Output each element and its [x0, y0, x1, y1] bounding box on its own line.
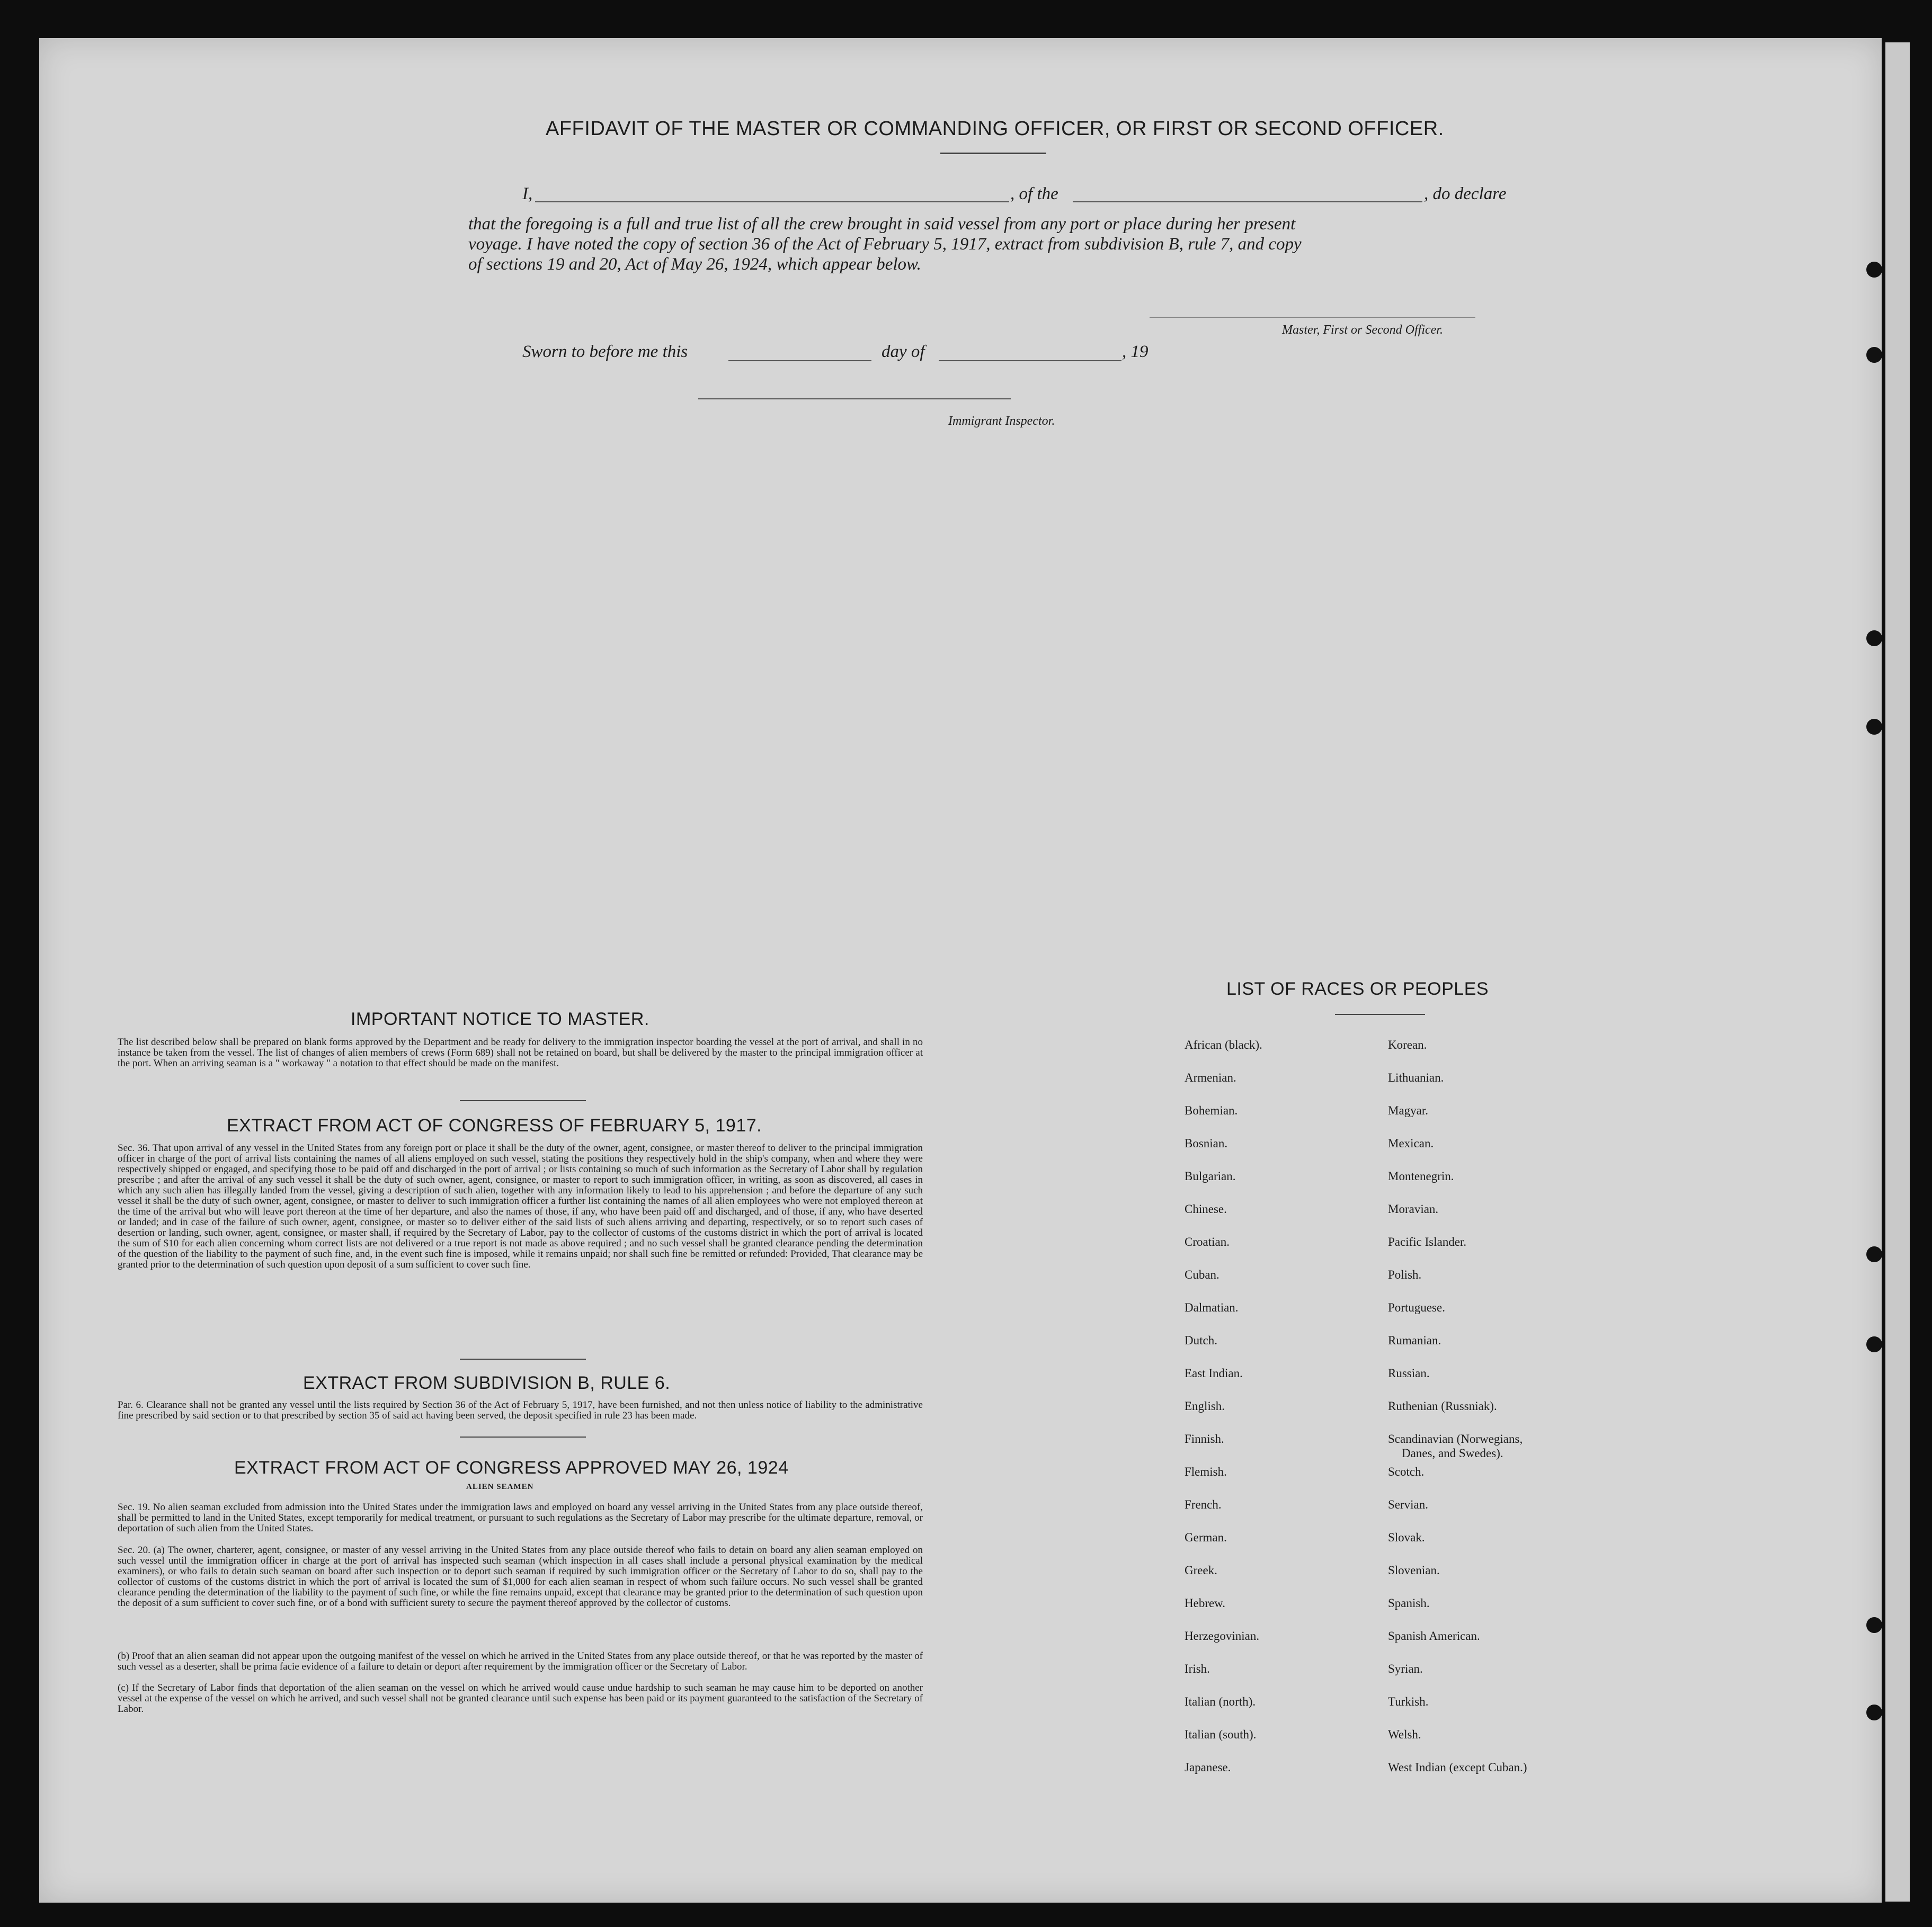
affidavit-line-2: that the foregoing is a full and true list of all the crew brought in said vessel from any port or place during her present: [468, 215, 1296, 234]
sec20a-body: Sec. 20. (a) The owner, charterer, agent, consignee, or master of any vessel arriving in the United States from any place outside thereof who fails to detain on board any alien seaman employed on such vessel until the immigration officer in charge at the port of arrival has inspected such seaman (which inspection in all cases shall include a personal physical examination by the medical examiners), or who fails to detain such seaman on board after such inspection or to deport such seaman if required by such immigration officer or the Secretary of Labor to do so, shall pay to the collector of customs of the customs district in which the port of arrival is located the sum of $1,000 for each alien seaman in respect of whom such failure occurs. No such vessel shall be granted clearance pending the determination of the liability to the payment of such fine, or while the fine remains unpaid, except that clearance may be granted prior to the determination of such question upon the deposit of a sum sufficient to cover such fine, or of a bond with sufficient surety to secure the payment thereof approved by the collector of customs.: [118, 1545, 923, 1609]
name-field[interactable]: [535, 201, 1009, 202]
races-title: LIST OF RACES OR PEOPLES: [1226, 979, 1489, 999]
rule6-body: Par. 6. Clearance shall not be granted any vessel until the lists required by Section 36 of the Act of February 5, 1917, have been furnished, and not then unless notice of liability to the administrative fine prescribed by said section or to that prescribed by section 35 of said act having been served, the deposit specified in rule 23 has been made.: [118, 1399, 923, 1421]
race-item: Turkish.: [1388, 1695, 1429, 1708]
affidavit-i: I,: [522, 184, 533, 203]
sec19-body: Sec. 19. No alien seaman excluded from admission into the United States under the immigration laws and employed on board any vessel arriving in the United States from any place outside thereof, shall be permitted to land in the United States, except temporarily for medical treatment, or pursuant to such regulations as the Secretary of Labor may prescribe for the ultimate departure, removal, or deportation of such alien from the United States.: [118, 1502, 923, 1534]
race-item: Pacific Islander.: [1388, 1235, 1467, 1248]
race-item: Dutch.: [1185, 1334, 1217, 1347]
races-rule: [1335, 1014, 1425, 1015]
race-item: Hebrew.: [1185, 1596, 1226, 1610]
notice-title: IMPORTANT NOTICE TO MASTER.: [351, 1009, 649, 1029]
sec20b-body: (b) Proof that an alien seaman did not appear upon the outgoing manifest of the vessel on which he arrived in the United States from any place outside thereof, or that he was reported by the master of such vessel as a deserter, shall be prima facie evidence of a failure to detain or deport after requirement by the immigration officer or the Secretary of Labor.: [118, 1651, 923, 1672]
inspector-signature-field[interactable]: [698, 398, 1011, 399]
affidavit-line-3: voyage. I have noted the copy of section 36 of the Act of February 5, 1917, extract from subdivision B, rule 7, and copy: [468, 235, 1302, 254]
master-signature-label: Master, First or Second Officer.: [1282, 323, 1443, 337]
sworn-day-of: day of: [882, 342, 925, 361]
race-item: African (black).: [1185, 1038, 1262, 1051]
race-item: Chinese.: [1185, 1202, 1227, 1216]
affidavit-line-4: of sections 19 and 20, Act of May 26, 1924, which appear below.: [468, 255, 921, 274]
sworn-month-field[interactable]: [939, 360, 1121, 361]
race-item: Montenegrin.: [1388, 1170, 1454, 1183]
race-item: Armenian.: [1185, 1071, 1236, 1084]
affidavit-of-the: , of the: [1010, 184, 1058, 203]
race-item: Slovak.: [1388, 1531, 1425, 1544]
race-item: Finnish.: [1185, 1432, 1224, 1446]
binder-hole: [1866, 1617, 1882, 1633]
extract-1924-title: EXTRACT FROM ACT OF CONGRESS APPROVED MAY 26, 1924: [234, 1458, 789, 1478]
race-item: Herzegovinian.: [1185, 1629, 1260, 1643]
race-item: French.: [1185, 1498, 1222, 1511]
race-item: Flemish.: [1185, 1465, 1227, 1478]
race-item: German.: [1185, 1531, 1227, 1544]
sec20c-body: (c) If the Secretary of Labor finds that deportation of the alien seaman on the vessel on which he arrived would cause undue hardship to such seaman he may cause him to be deported on another vessel at the expense of the vessel on which he arrived, and such vessel shall not be granted clearance until such expense has been paid or its payment guaranteed to the satisfaction of the Secretary of Labor.: [118, 1682, 923, 1715]
binder-hole: [1866, 630, 1882, 646]
race-item: Ruthenian (Russniak).: [1388, 1399, 1497, 1413]
form-page: [39, 38, 1882, 1903]
race-item: Magyar.: [1388, 1104, 1429, 1117]
extract-1917-body: Sec. 36. That upon arrival of any vessel in the United States from any foreign port or place it shall be the duty of the owner, agent, consignee, or master thereof to deliver to the principal immigration officer in charge of the port of arrival lists containing the names of all aliens employed on such vessel, stating the positions they respectively hold in the ship's company, when and where they were respectively shipped or engaged, and specifying those to be paid off and discharged in the port of arrival ; or lists containing so much of such information as the Secretary of Labor shall by regulation prescribe ; and after the arrival of any such vessel it shall be the duty of such owner, agent, consignee, or master to report to such immigration officer, in writing, as soon as discovered, all cases in which any such alien has illegally landed from the vessel, giving a description of such alien, together with any information likely to lead to his apprehension ; and before the departure of any such vessel it shall be the duty of such owner, agent, consignee, or master to deliver to such immigration officer a further list containing the names of all alien employees who were not employed thereon at the time of the arrival but who will leave port thereon at the time of her departure, and also the names of those, if any, who have been paid off and discharged, and of those, if any, who have deserted or landed; and in case of the failure of such owner, agent, consignee, or master so to deliver either of the said lists of such aliens arriving and departing, respectively, or so to report such cases of desertion or landing, such owner, agent, consignee, or master shall, if required by the Secretary of Labor, pay to the collector of customs of the customs district in which the port of arrival is located the sum of $10 for each alien concerning whom correct lists are not delivered or a true report is not made as above required ; and no such vessel shall be granted clearance pending the determination of the question of the liability to the payment of such fine, and, in the event such fine is imposed, while it remains unpaid; nor shall such fine be remitted or refunded: Provided, That clearance may be granted prior to the determination of such question upon deposit of a sum sufficient to cover such fine.: [118, 1143, 923, 1270]
race-item: Italian (south).: [1185, 1728, 1257, 1741]
master-signature-field[interactable]: [1150, 317, 1475, 318]
notice-rule: [460, 1100, 586, 1101]
race-item: Portuguese.: [1388, 1301, 1445, 1314]
race-item: Scandinavian (Norwegians,: [1388, 1432, 1523, 1446]
race-item: English.: [1185, 1399, 1225, 1413]
race-item: Mexican.: [1388, 1137, 1434, 1150]
binder-hole: [1866, 1336, 1882, 1352]
inspector-label: Immigrant Inspector.: [948, 414, 1055, 428]
affidavit-title: AFFIDAVIT OF THE MASTER OR COMMANDING OFFICER, OR FIRST OR SECOND OFFICER.: [546, 118, 1444, 140]
vessel-field[interactable]: [1073, 201, 1422, 202]
alien-seamen-subtitle: ALIEN SEAMEN: [466, 1483, 534, 1491]
race-item: Lithuanian.: [1388, 1071, 1444, 1084]
sworn-day-field[interactable]: [728, 360, 871, 361]
race-item: Slovenian.: [1388, 1564, 1440, 1577]
race-item: Irish.: [1185, 1662, 1210, 1675]
race-item: Cuban.: [1185, 1268, 1219, 1281]
race-item: Russian.: [1388, 1367, 1430, 1380]
race-item: Rumanian.: [1388, 1334, 1441, 1347]
notice-body: The list described below shall be prepared on blank forms approved by the Department and be ready for delivery to the immigration inspector boarding the vessel at the port of arrival, and shall in no instance be taken from the vessel. The list of changes of alien members of crews (Form 689) shall not be retained on board, but shall be delivered by the master to the principal immigration officer at the port. When an arriving seaman is a " workaway " a notation to that effect should be made on the manifest.: [118, 1037, 923, 1069]
binder-hole: [1866, 262, 1882, 278]
race-item: Greek.: [1185, 1564, 1217, 1577]
race-item: Polish.: [1388, 1268, 1422, 1281]
race-item: Croatian.: [1185, 1235, 1230, 1248]
race-item: Spanish American.: [1388, 1629, 1480, 1643]
rule6-title: EXTRACT FROM SUBDIVISION B, RULE 6.: [303, 1373, 671, 1393]
binder-hole: [1866, 1246, 1882, 1262]
race-item: Scotch.: [1388, 1465, 1424, 1478]
race-item: West Indian (except Cuban.): [1388, 1761, 1527, 1774]
race-item: Danes, and Swedes).: [1402, 1447, 1503, 1460]
race-item: Dalmatian.: [1185, 1301, 1239, 1314]
binder-hole: [1866, 1705, 1882, 1720]
race-item: Servian.: [1388, 1498, 1429, 1511]
race-item: Bosnian.: [1185, 1137, 1228, 1150]
race-item: Korean.: [1388, 1038, 1427, 1051]
race-item: Japanese.: [1185, 1761, 1231, 1774]
race-item: Spanish.: [1388, 1596, 1430, 1610]
race-item: East Indian.: [1185, 1367, 1243, 1380]
affidavit-do-declare: , do declare: [1424, 184, 1507, 203]
page-edge: [1885, 42, 1910, 1902]
race-item: Syrian.: [1388, 1662, 1423, 1675]
race-item: Bohemian.: [1185, 1104, 1238, 1117]
binder-hole: [1866, 347, 1882, 363]
race-item: Welsh.: [1388, 1728, 1421, 1741]
sworn-year: , 19: [1122, 342, 1148, 361]
race-item: Bulgarian.: [1185, 1170, 1236, 1183]
title-rule: [940, 153, 1046, 154]
sworn-prefix: Sworn to before me this: [522, 342, 688, 361]
race-item: Italian (north).: [1185, 1695, 1256, 1708]
rule6-rule: [460, 1437, 586, 1438]
extract-1917-rule: [460, 1359, 586, 1360]
extract-1917-title: EXTRACT FROM ACT OF CONGRESS OF FEBRUARY 5, 1917.: [227, 1116, 762, 1136]
binder-hole: [1866, 719, 1882, 735]
race-item: Moravian.: [1388, 1202, 1439, 1216]
